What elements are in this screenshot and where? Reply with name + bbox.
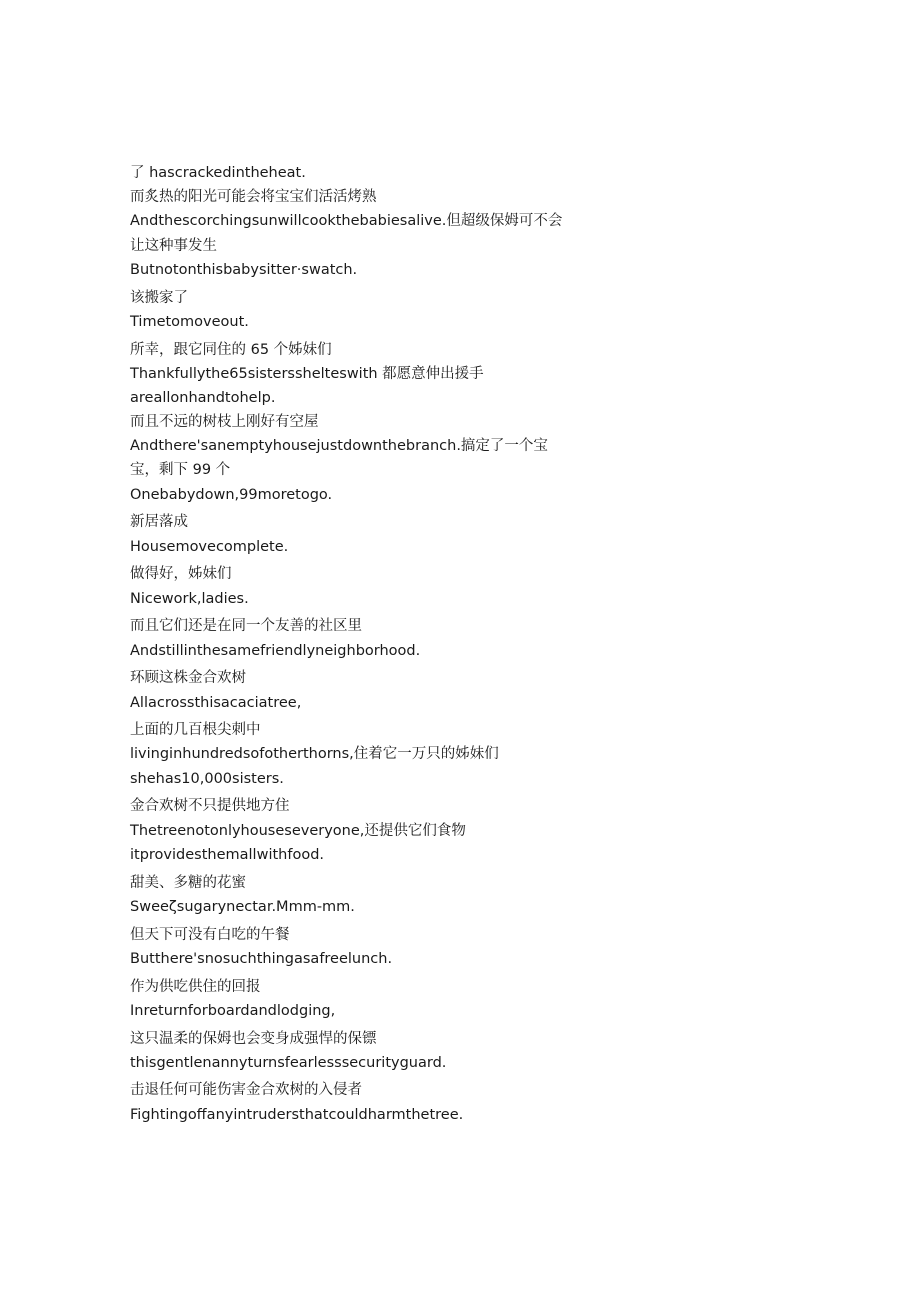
text-line: Andstillinthesamefriendlyneighborhood. [130,642,421,659]
text-line: Allacrossthisacaciatree, [130,694,302,711]
text-line: thisgentlenannyturnsfearlesssecurityguard. [130,1054,447,1071]
text-line: Housemovecomplete. [130,538,289,555]
text-line: 金合欢树不只提供地方住 [130,798,290,815]
text-line: 甜美、多糖的花蜜 [130,874,246,891]
text-line: areallonhandtohelp. [130,389,276,406]
text-line: 所幸，跟它同住的 65 个姊妹们 [130,341,332,358]
text-line: 而且它们还是在同一个友善的社区里 [130,618,362,635]
text-line: 击退任何可能伤害金合欢树的入侵者 [130,1082,362,1099]
text-line: 了 hascrackedintheheat. [130,165,306,181]
text-line: 做得好，姊妹们 [130,566,232,583]
text-line: 新居落成 [130,514,188,531]
text-line: Thetreenotonlyhouseseveryone,还提供它们食物 [130,822,466,839]
text-line: 宝，剩下 99 个 [130,462,231,479]
text-line: itprovidesthemallwithfood. [130,846,325,863]
text-line: 作为供吃供住的回报 [130,978,261,995]
text-line: Butnotonthisbabysitter·swatch. [130,261,358,278]
text-line: Andthere'sanemptyhousejustdownthebranch.搞定了一个宝 [130,438,548,455]
text-line: Nicework,ladies. [130,590,249,607]
text-line: 而且不远的树枝上刚好有空屋 [130,414,319,431]
subtitle-text-block [130,161,570,1127]
text-line: Andthescorchingsunwillcookthebabiesalive.但超级保姆可不会 [130,213,563,230]
text-line: shehas10,000sisters. [130,770,284,787]
text-line: 环顾这株金合欢树 [130,670,246,687]
text-line: 该搬家了 [130,289,188,306]
text-line: Sweeζsugarynectar.Mmm-mm. [130,898,355,915]
text-line: 让这种事发生 [130,237,217,254]
text-line: 而炙热的阳光可能会将宝宝们活活烤熟 [130,189,377,206]
text-line: 但天下可没有白吃的午餐 [130,926,290,943]
text-line: Timetomoveout. [130,313,249,330]
text-line: 上面的几百根尖刺中 [130,722,261,739]
text-line: livinginhundredsofotherthorns,住着它一万只的姊妹们 [130,746,499,763]
text-line: Onebabydown,99moretogo. [130,486,333,503]
text-line: Fightingoffanyintrudersthatcouldharmthetree. [130,1106,464,1123]
text-line: Butthere'snosuchthingasafreelunch. [130,950,393,967]
text-line: Thankfullythe65sistersshelteswith 都愿意伸出援手 [130,365,484,382]
text-line: 这只温柔的保姆也会变身成强悍的保镖 [130,1030,377,1047]
text-line: Inreturnforboardandlodging, [130,1002,336,1019]
